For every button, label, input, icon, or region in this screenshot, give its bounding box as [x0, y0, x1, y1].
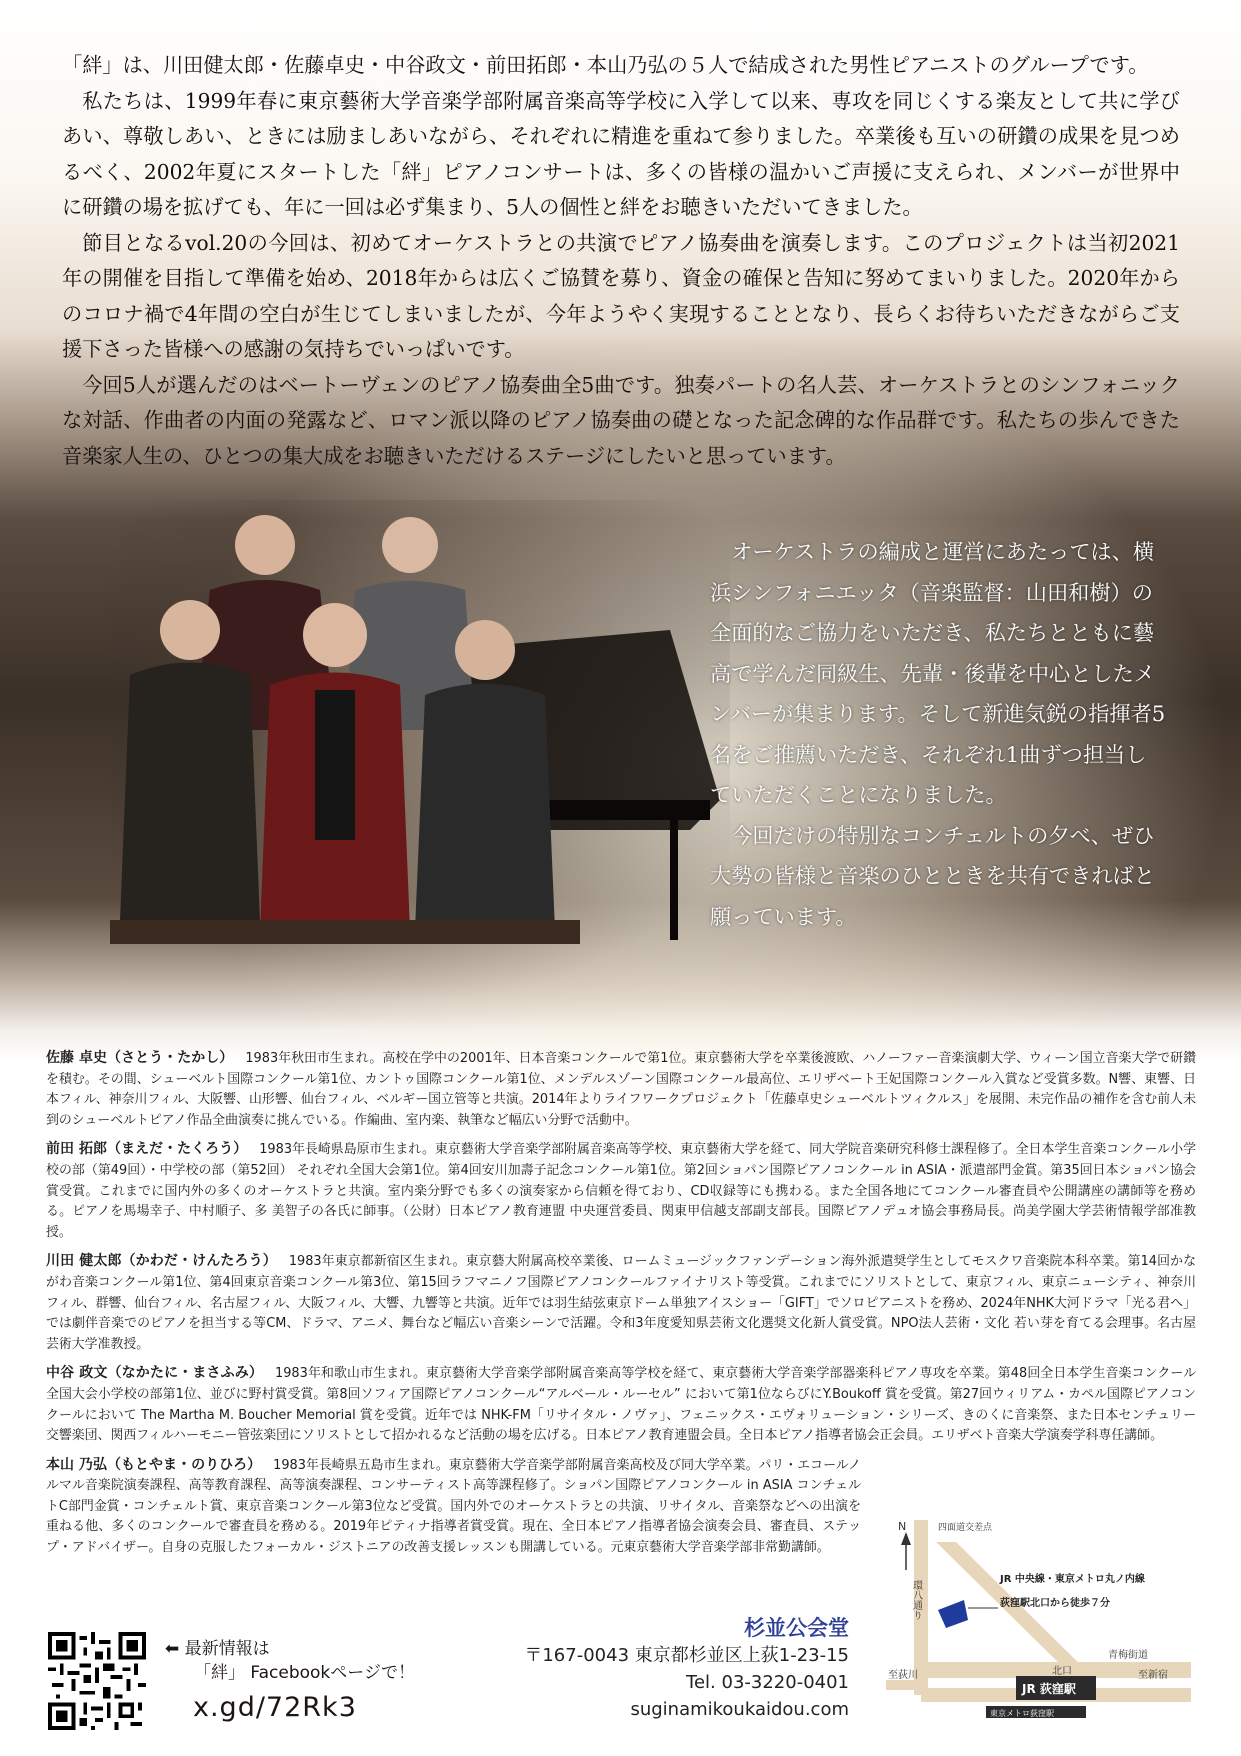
map-north-label: N — [898, 1520, 907, 1533]
bio-name: 中谷 政文（なかたに・まさふみ） — [46, 1365, 264, 1382]
intro-section — [62, 48, 1180, 474]
map-kita-guchi: 北口 — [1052, 1666, 1072, 1677]
group-photo — [110, 500, 730, 1000]
bio-text: 1983年東京都新宿区生まれ。東京藝大附属高校卒業後、ロームミュージックファンデーション海外派遣奨学生としてモスクワ音楽院本科卒業。第14回かながわ音楽コンクール第1位、第4回東京音楽コンクール第3位、第15回ラフマニノフ国際ピアノコンクールファイナリスト等受賞。これまでにソリストとして、東京フィル、東京ニューシティ、神奈川フィル、群響、仙台フィル、名古屋フィル、大阪フィル、大響、九響等と共演。近年では羽生結弦東京ドーム単独アイスショー「GIFT」でソロピアニストを務め、2024年NHK大河ドラマ「光る君へ」では劇伴音楽でのピアノを担当する等CM、ドラマ、アニメ、舞台など幅広い音楽シーンで活躍。令和3年度愛知県芸術文化選奨文化新人賞受賞。NPO法人芸術・文化 若い芽を育てる会理事。名古屋芸術大学准教授。 — [46, 1254, 1196, 1352]
bio-text: 1983年和歌山市生まれ。東京藝術大学音楽学部附属音楽高等学校を経て、東京藝術大学音楽学部器楽科ピアノ専攻を卒業。第48回全日本学生音楽コンクール全国大会小学校の部第1位、並びに野村賞受賞。第8回ソフィア国際ピアノコンクール“アルベール・ルーセル” において第1位ならびにY.Boukoff 賞を受賞。第27回ウィリアム・カペル国際ピアノコンクールにおいて The Martha M. Boucher Memorial 賞を受賞。近年では NHK-FM「リサイタル・ノヴァ」、フェニックス・エヴォリューション・シリーズ、きのくに音楽祭、また日本センチュリー交響楽団、関西フィルハーモニー管弦楽団にソリストとして招かれるなど活動の場を広げる。日本ピアノ教育連盟会員。全日本ピアノ指導者協会正会員。エリザベト音楽大学演奏学科専任講師。 — [46, 1366, 1196, 1444]
intro-paragraph-1: 「絆」は、川田健太郎・佐藤卓史・中谷政文・前田拓郎・本山乃弘の５人で結成された男性ピアニストのグループです。 — [62, 53, 1149, 77]
qr-code[interactable] — [48, 1632, 146, 1730]
venue-name: 杉並公会堂 — [744, 1616, 849, 1640]
venue-address: 〒167-0043 東京都杉並区上荻1-23-15 — [524, 1645, 849, 1666]
orchestra-section — [710, 532, 1166, 937]
facebook-page-label: 「絆」 Facebookページで！ — [194, 1663, 415, 1683]
bio-name: 川田 健太郎（かわだ・けんたろう） — [46, 1253, 277, 1270]
facebook-short-url[interactable]: x.gd/72Rk3 — [193, 1692, 357, 1723]
bio-name: 前田 拓郎（まえだ・たくろう） — [46, 1141, 248, 1158]
venue-info — [524, 1614, 849, 1723]
bio-text: 1983年秋田市生まれ。高校在学中の2001年、日本音楽コンクールで第1位。東京藝術大学を卒業後渡欧、ハノーファー音楽演劇大学、ウィーン国立音楽大学で研鑽を積む。その間、シューベルト国際コンクール第1位、カントゥ国際コンクール第1位、メンデルスゾーン国際コンクール最高位、エリザベート王妃国際コンクール入賞など受賞多数。N響、東響、日本フィル、神奈川フィル、大阪響、山形響、仙台フィル、ベルギー国立管等と共演。2014年よりライフワークプロジェクト「佐藤卓史シューベルトツィクルス」を展開、未完作品の補作を含む前人未到のシューベルトピアノ作品全曲演奏に挑んでいる。作編曲、室内楽、執筆など幅広い分野で活動中。 — [46, 1051, 1196, 1128]
map-road-ome: 青梅街道 — [1108, 1650, 1148, 1661]
intro-paragraph-2: 私たちは、1999年春に東京藝術大学音楽学部附属音楽高等学校に入学して以来、専攻を同じくする楽友として共に学びあい、尊敬しあい、ときには励ましあいながら、それぞれに精進を重ねて参りました。卒業後も互いの研鑽の成果を見つめるべく、2002年夏にスタートした「絆」ピアノコンサートは、多くの皆様の温かいご声援に支えられ、メンバーが世界中に研鑽の場を拡げても、年に一回は必ず集まり、5人の個性と絆をお聴きいただいてきました。 — [62, 88, 1180, 219]
bio-name: 本山 乃弘（もとやま・のりひろ） — [46, 1456, 262, 1473]
venue-website[interactable]: suginamikoukaidou.com — [630, 1699, 849, 1720]
bio-motoyama — [46, 1455, 861, 1559]
orchestra-paragraph-2: 今回だけの特別なコンチェルトの夕べ、ぜひ大勢の皆様と音楽のひとときを共有できればと願っています。 — [710, 822, 1155, 929]
bio-text: 1983年長崎県五島市生まれ。東京藝術大学音楽学部附属音楽高校及び同大学卒業。パリ・エコールノルマル音楽院演奏課程、高等教育課程、高等演奏課程、コンサーティスト高等課程修了。ショパン国際ピアノコンクール in ASIA コンチェルトC部門金賞・コンチェルト賞、東京音楽コンクール第3位など受賞。国内外でのオーケストラとの共演、リサイタル、音楽祭などへの出演を重ねる他、多くのコンクールで審査員を務める。2019年ピティナ指導者賞受賞。現在、全日本ピアノ指導者協会演奏会員、審査員、ステップ・アドバイザー。自身の克服したフォーカル・ジストニアの改善支援レッスンも開講している。元東京藝術大学音楽学部非常勤講師。 — [46, 1457, 861, 1556]
access-map — [876, 1490, 1194, 1730]
orchestra-paragraph-1: オーケストラの編成と運営にあたっては、横浜シンフォニエッタ（音楽監督：山田和樹）の全面的なご協力をいただき、私たちとともに藝高で学んだ同級生、先輩・後輩を中心としたメンバーが集まります。そして新進気鋭の指揮者5名をご推薦いただき、それぞれ1曲ずつ担当していただくことになりました。 — [710, 539, 1166, 807]
intro-paragraph-4: 今回5人が選んだのはベートーヴェンのピアノ協奏曲全5曲です。独奏パートの名人芸、オーケストラとのシンフォニックな対話、作曲者の内面の発露など、ロマン派以降のピアノ協奏曲の礎となった記念碑的な作品群です。私たちの歩んできた音楽家人生の、ひとつの集大成をお聴きいただけるステージにしたいと思っています。 — [62, 372, 1180, 468]
map-station-label: JR 荻窪駅 — [1022, 1682, 1076, 1696]
bio-name: 佐藤 卓史（さとう・たかし） — [46, 1050, 234, 1066]
map-line-note: JR 中央線・東京メトロ丸ノ内線 — [1000, 1574, 1145, 1585]
map-crossing-label: 四面道交差点 — [938, 1523, 993, 1533]
map-metro-label: 東京メトロ荻窪駅 — [990, 1709, 1054, 1718]
biographies — [46, 1048, 1196, 1567]
facebook-latest-info: ⬅ 最新情報は — [165, 1639, 270, 1659]
map-direction-shinjuku: 至新宿 — [1138, 1670, 1168, 1681]
venue-phone: Tel. 03-3220-0401 — [686, 1672, 849, 1693]
map-walk-note: 荻窪駅北口から徒歩７分 — [1000, 1598, 1110, 1609]
bio-nakatani — [46, 1363, 1196, 1446]
bio-sato — [46, 1048, 1196, 1131]
bio-maeda — [46, 1139, 1196, 1243]
bio-text: 1983年長崎県島原市生まれ。東京藝術大学音楽学部附属音楽高等学校、東京藝術大学を経て、同大学院音楽研究科修士課程修了。全日本学生音楽コンクール小学校の部（第49回）・中学校の部（第52回） それぞれ全国大会第1位。第4回安川加壽子記念コンクール第1位。第2回ショパン国際ピアノコンクール in ASIA・派遣部門金賞。第35回日本ショパン協会賞受賞。これまでに国内外の多くのオーケストラと共演。室内楽分野でも多くの演奏家から信頼を得ており、CD収録等にも携わる。また全国各地にてコンクール審査員や公開講座の講師等を務める。ピアノを馬場幸子、中村順子、多 美智子の各氏に師事。（公財）日本ピアノ教育連盟 中央運営委員、関東甲信越支部副支部長。国際ピアノデュオ協会事務局長。尚美学園大学芸術情報学部准教授。 — [46, 1142, 1197, 1240]
map-road-kannana: 環八通り — [910, 1580, 922, 1620]
intro-paragraph-3: 節目となるvol.20の今回は、初めてオーケストラとの共演でピアノ協奏曲を演奏します。このプロジェクトは当初2021年の開催を目指して準備を始め、2018年からは広くご協賛を募り、資金の確保と告知に努めてまいりました。2020年からのコロナ禍で4年間の空白が生じてしまいましたが、今年ようやく実現することとなり、長らくお待ちいただきながらご支援下さった皆様への感謝の気持ちでいっぱいです。 — [62, 230, 1180, 361]
map-direction-left: 至荻川 — [888, 1670, 918, 1681]
bio-kawada — [46, 1251, 1196, 1355]
facebook-info — [165, 1637, 415, 1728]
